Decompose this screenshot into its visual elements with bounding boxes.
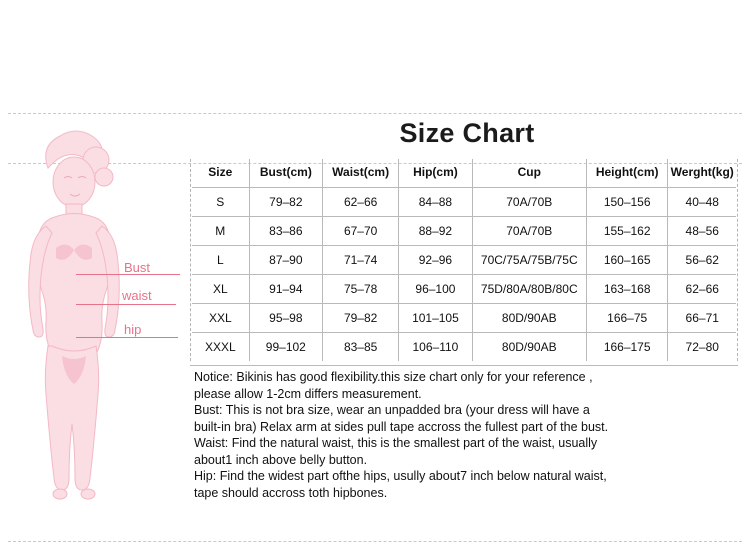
cell-cup: 80D/90AB: [472, 333, 586, 362]
body-figure-panel: [18, 120, 186, 520]
cell-waist: 67–70: [323, 217, 399, 246]
table-row: [192, 217, 736, 246]
cell-hip: 84–88: [399, 188, 472, 217]
cell-hip: 88–92: [399, 217, 472, 246]
cell-bust: 87–90: [249, 246, 322, 275]
page-title: Size Chart: [399, 118, 535, 148]
cell-cup: 70A/70B: [472, 188, 586, 217]
table-row: [192, 188, 736, 217]
column-header-size: Size: [192, 159, 249, 188]
cell-cup: 75D/80A/80B/80C: [472, 275, 586, 304]
notice-line-3: Bust: This is not bra size, wear an unpadded bra (your dress will have a: [194, 403, 590, 417]
column-header-weight: Werght(kg): [668, 159, 736, 188]
waist-measure-line: [76, 304, 176, 305]
cell-bust: 83–86: [249, 217, 322, 246]
cell-waist: 75–78: [323, 275, 399, 304]
cell-weight: 40–48: [668, 188, 736, 217]
size-table-wrapper: [190, 159, 738, 361]
table-header-row: [192, 159, 736, 188]
size-chart-content: [190, 118, 738, 501]
cell-size: XXXL: [192, 333, 249, 362]
column-header-waist: Waist(cm): [323, 159, 399, 188]
cell-cup: 70C/75A/75B/75C: [472, 246, 586, 275]
notice-line-6: about1 inch above belly button.: [194, 452, 368, 467]
notice-block: [190, 365, 738, 501]
cell-waist: 79–82: [323, 304, 399, 333]
female-body-illustration: [18, 120, 186, 520]
cell-cup: 70A/70B: [472, 217, 586, 246]
table-row: [192, 246, 736, 275]
notice-line-2: please allow 1-2cm differs measurement.: [194, 386, 422, 401]
cell-size: L: [192, 246, 249, 275]
table-row: [192, 304, 736, 333]
cell-size: XXL: [192, 304, 249, 333]
size-table: [192, 159, 736, 361]
cell-size: S: [192, 188, 249, 217]
cell-weight: 66–71: [668, 304, 736, 333]
cell-hip: 106–110: [399, 333, 472, 362]
bust-label: Bust: [124, 260, 151, 275]
notice-line-8: tape should accross toth hipbones.: [194, 485, 388, 500]
column-header-cup: Cup: [472, 159, 586, 188]
cell-size: XL: [192, 275, 249, 304]
bottom-strip: [0, 547, 750, 560]
cell-weight: 72–80: [685, 340, 719, 354]
cell-bust: 99–102: [249, 333, 322, 362]
hip-measure-line: [76, 337, 178, 338]
notice-line-1: Notice: Bikinis has good flexibility.this size chart only for your reference ,: [194, 370, 593, 384]
cell-waist: 62–66: [323, 188, 399, 217]
cell-size: M: [192, 217, 249, 246]
column-header-hip: Hip(cm): [399, 159, 472, 188]
cell-weight: 56–62: [668, 246, 736, 275]
cell-waist: 71–74: [323, 246, 399, 275]
cell-hip: 96–100: [399, 275, 472, 304]
guide-line-bottom: [8, 541, 742, 542]
waist-label: waist: [122, 288, 152, 303]
cell-height: 160–165: [586, 246, 668, 275]
cell-bust: 95–98: [249, 304, 322, 333]
cell-height: 150–156: [586, 188, 668, 217]
cell-bust: 91–94: [249, 275, 322, 304]
cell-weight: 48–56: [668, 217, 736, 246]
notice-line-7: Hip: Find the widest part ofthe hips, usully about7 inch below natural waist,: [194, 469, 607, 483]
cell-hip: 101–105: [399, 304, 472, 333]
cell-height: 155–162: [586, 217, 668, 246]
cell-cup: 80D/90AB: [472, 304, 586, 333]
cell-bust: 79–82: [249, 188, 322, 217]
cell-height: 166–175: [586, 333, 668, 362]
notice-line-5: Waist: Find the natural waist, this is the smallest part of the waist, usually: [194, 436, 598, 450]
hip-label: hip: [124, 322, 142, 337]
table-row: [192, 275, 736, 304]
column-header-bust: Bust(cm): [249, 159, 322, 188]
cell-waist: 83–85: [323, 333, 399, 362]
column-header-height: Height(cm): [586, 159, 668, 188]
table-row: [192, 333, 736, 362]
notice-line-4: built-in bra) Relax arm at sides pull tape accross the fullest part of the bust.: [194, 419, 609, 434]
cell-hip: 92–96: [399, 246, 472, 275]
cell-weight: 62–66: [668, 275, 736, 304]
guide-line-top: [8, 113, 742, 114]
cell-height: 166–75: [586, 304, 668, 333]
cell-height: 163–168: [586, 275, 668, 304]
